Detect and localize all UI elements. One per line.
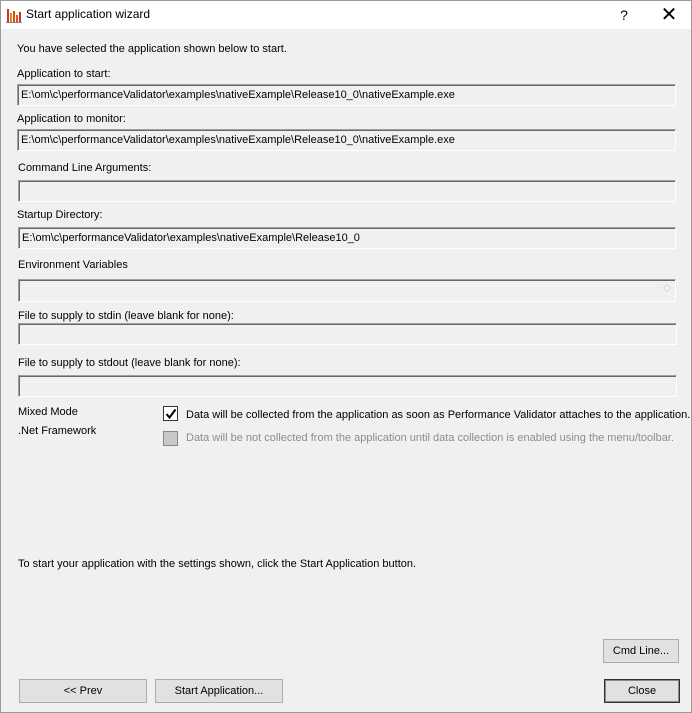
stdin-file-field[interactable]	[18, 323, 677, 345]
environment-variables-scroll-arrows[interactable]	[661, 281, 673, 299]
startup-directory-field[interactable]: E:\om\c\performanceValidator\examples\nativeExample\Release10_0	[18, 227, 676, 249]
app-to-monitor-label: Application to monitor:	[17, 113, 126, 125]
app-to-start-label: Application to start:	[17, 68, 111, 80]
close-button[interactable]: Close	[604, 679, 680, 703]
stdout-file-label: File to supply to stdout (leave blank for none):	[18, 357, 241, 369]
prev-button[interactable]: << Prev	[19, 679, 147, 703]
scroll-up-icon[interactable]: ︿	[663, 280, 671, 289]
command-line-arguments-field[interactable]	[18, 180, 676, 202]
app-to-start-field[interactable]: E:\om\c\performanceValidator\examples\nativeExample\Release10_0\nativeExample.exe	[17, 84, 676, 106]
collect-later-checkbox	[163, 431, 178, 446]
mixed-mode-label: Mixed Mode	[18, 406, 78, 418]
close-window-icon[interactable]: ✕	[660, 2, 678, 26]
title-bar	[1, 1, 691, 29]
cmd-line-button[interactable]: Cmd Line...	[603, 639, 679, 663]
instructions-text: To start your application with the settings shown, click the Start Application button.	[18, 558, 417, 570]
startup-directory-label: Startup Directory:	[17, 209, 103, 221]
stdin-file-label: File to supply to stdin (leave blank for none):	[18, 310, 234, 322]
checkmark-icon	[165, 408, 177, 420]
net-framework-label: .Net Framework	[18, 425, 97, 437]
performance-validator-app-icon	[6, 7, 22, 23]
start-application-button[interactable]: Start Application...	[155, 679, 283, 703]
command-line-arguments-label: Command Line Arguments:	[18, 162, 152, 174]
scroll-down-icon[interactable]: ﹀	[663, 288, 671, 297]
collect-later-label: Data will be not collected from the application until data collection is enabled using the menu/toolbar.	[186, 432, 674, 444]
collect-immediately-checkbox[interactable]	[163, 406, 178, 421]
collect-immediately-label[interactable]: Data will be collected from the application as soon as Performance Validator attaches to the application.	[186, 409, 691, 421]
app-to-monitor-field[interactable]: E:\om\c\performanceValidator\examples\nativeExample\Release10_0\nativeExample.exe	[17, 129, 676, 151]
environment-variables-field[interactable]	[18, 279, 676, 302]
stdout-file-field[interactable]	[18, 375, 677, 397]
help-button[interactable]: ?	[620, 7, 628, 23]
environment-variables-label: Environment Variables	[18, 259, 128, 271]
intro-text: You have selected the application shown below to start.	[17, 43, 287, 55]
window-title: Start application wizard	[26, 7, 151, 21]
